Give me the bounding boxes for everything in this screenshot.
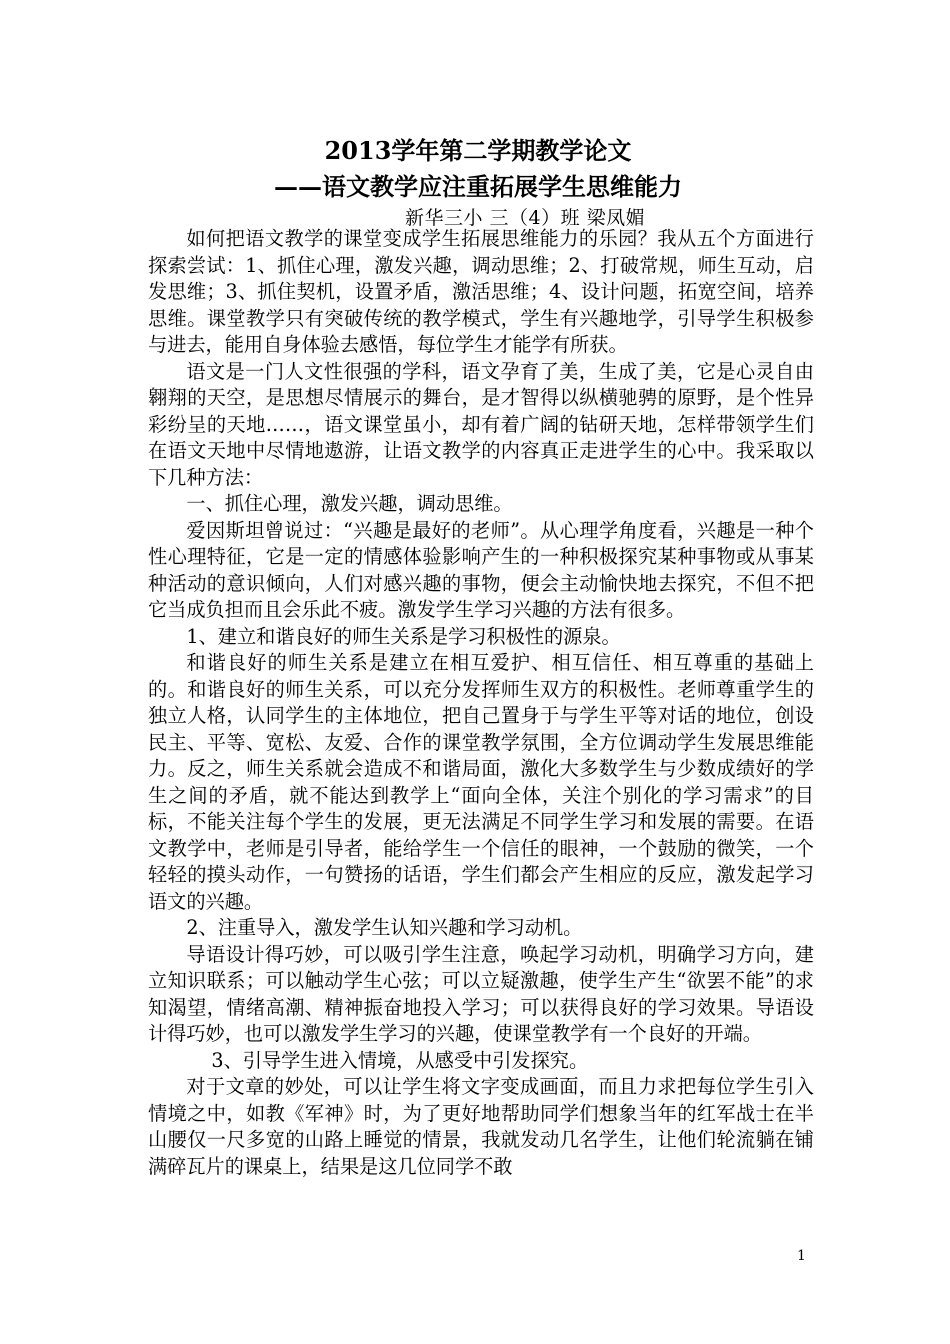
document-title: 2013学年第二学期教学论文 xyxy=(324,136,632,165)
document-body xyxy=(148,226,814,1180)
paragraph-intro: 如何把语文教学的课堂变成学生拓展思维能力的乐园？我从五个方面进行探索尝试：1、抓住心理，激发兴趣，调动思维；2、打破常规，师生互动，启发思维；3、抓住契机，设置矛盾，激活思维；4、设计问题，拓宽空间，培养思维。课堂教学只有突破传统的教学模式，学生有兴趣地学，引导学生积极参与进去，能用自身体验去感悟，每位学生才能学有所获。 xyxy=(148,227,814,356)
subheading-1: 1、建立和谐良好的师生关系是学习积极性的源泉。 xyxy=(186,624,621,648)
author-line: 新华三小 三（4）班 梁凤媚 xyxy=(405,207,646,229)
section-heading-1: 一、抓住心理，激发兴趣，调动思维。 xyxy=(186,492,513,515)
page-number: 1 xyxy=(797,1248,806,1264)
paragraph-einstein-quote: 爱因斯坦曾说过：“兴趣是最好的老师”。从心理学角度看，兴趣是一种个性心理特征，它是一定的情感体验影响产生的一种积极探究某种事物或从事某种活动的意识倾向，人们对感兴趣的事物，便会主动愉快地去探究，不但不把它当成负担而且会乐此不疲。激发学生学习兴趣的方法有很多。 xyxy=(148,518,814,621)
document-subtitle: ——语文教学应注重拓展学生思维能力 xyxy=(274,172,682,201)
subheading-3: 3、引导学生进入情境，从感受中引发探究。 xyxy=(211,1048,589,1072)
subheading-2: 2、注重导入，激发学生认知兴趣和学习动机。 xyxy=(186,916,583,939)
paragraph-teacher-student: 和谐良好的师生关系是建立在相互爱护、相互信任、相互尊重的基础上的。和谐良好的师生关系，可以充分发挥师生双方的积极性。老师尊重学生的独立人格，认同学生的主体地位，把自己置身于与学生平等对话的地位，创设民主、平等、宽松、友爱、合作的课堂教学氛围，全方位调动学生发展思维能力。反之，师生关系就会造成不和谐局面，激化大多数学生与少数成绩好的学生之间的矛盾，就不能达到教学上“面向全体，关注个别化的学习需求”的目标，不能关注每个学生的发展，更无法满足不同学生学习和发展的需要。在语文教学中，老师是引导者，能给学生一个信任的眼神，一个鼓励的微笑，一个轻轻的摸头动作，一句赞扬的话语，学生们都会产生相应的反应，激发起学习语文的兴趣。 xyxy=(148,651,814,913)
paragraph-situation: 对于文章的妙处，可以让学生将文字变成画面，而且力求把每位学生引入情境之中，如教《军神》时，为了更好地帮助同学们想象当年的红军战士在半山腰仅一尺多宽的山路上睡觉的情景，我就发动几名学生，让他们轮流躺在铺满碎瓦片的课桌上，结果是这几位同学不敢 xyxy=(148,1075,814,1178)
paragraph-chinese-subject: 语文是一门人文性很强的学科，语文孕育了美，生成了美，它是心灵自由翱翔的天空，是思想尽情展示的舞台，是才智得以纵横驰骋的原野，是个性异彩纷呈的天地……，语文课堂虽小，却有着广阔的钻研天地，怎样带领学生们在语文天地中尽情地遨游，让语文教学的内容真正走进学生的心中。我采取以下几种方法： xyxy=(148,359,814,489)
paragraph-introduction-design: 导语设计得巧妙，可以吸引学生注意，唤起学习动机，明确学习方向，建立知识联系；可以触动学生心弦；可以立疑激趣，使学生产生“欲罢不能”的求知渴望，情绪高潮、精神振奋地投入学习；可以获得良好的学习效果。导语设计得巧妙，也可以激发学生学习的兴趣，使课堂教学有一个良好的开端。 xyxy=(148,942,814,1045)
